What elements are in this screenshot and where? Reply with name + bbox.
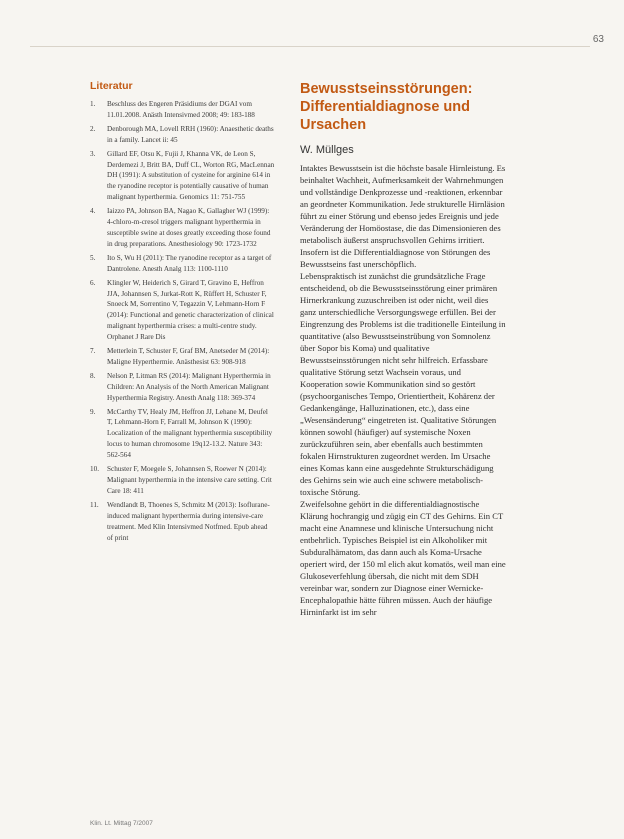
- reference-number: 11.: [90, 500, 99, 509]
- article-column: [300, 80, 506, 618]
- reference-item: [90, 500, 275, 544]
- reference-text: Beschluss des Engeren Präsidiums der DGAI vom 11.01.2008. Anästh Intensivmed 2008; 49: 183-188: [107, 100, 255, 119]
- reference-number: 8.: [90, 371, 96, 380]
- reference-text: Denborough MA, Lovell RRH (1960): Anaesthetic deaths in a family. Lancet ii: 45: [107, 124, 274, 144]
- reference-number: 1.: [90, 100, 96, 108]
- body-paragraph: Intaktes Bewusstsein ist die höchste basale Hirnleistung. Es beinhaltet Wachheit, Aufmerksamkeit der Wahrnehmungen und vollständige Denkprozesse und -reaktionen, erkennbar an geordneter Kommunikation. Jede strukturelle Hirnläsion führt zu einer Störung und ebenso jedes Ereignis und jede Veränderung der Homöostase, die das Dimensionieren des metabolisch äußerst anspruchsvollen Gehirns irritiert. Insofern ist die Differentialdiagnose von Störungen des Bewusstseins fast unerschöpflich.: [300, 163, 506, 269]
- reference-text: Metterlein T, Schuster F, Graf BM, Anetseder M (2014): Maligne Hyperthermie. Anästhesist 63: 908-918: [107, 347, 270, 366]
- reference-text: Nelson P, Litman RS (2014): Malignant Hyperthermia in Children: An Analysis of the North American Malignant Hyperthermia Registry. Anesth Analg 118: 369-374: [107, 371, 271, 402]
- reference-text: Schuster F, Moegele S, Johannsen S, Roewer N (2014): Malignant hyperthermia in the intensive care setting. Crit Care 18: 411: [107, 465, 272, 495]
- reference-number: 4.: [90, 207, 96, 216]
- reference-item: [90, 253, 275, 275]
- reference-number: 6.: [90, 278, 96, 287]
- article-title-line: Bewusstseinsstörungen:: [300, 81, 473, 97]
- article-title: [300, 80, 506, 134]
- reference-item: [90, 206, 275, 250]
- reference-text: Klingler W, Heiderich S, Girard T, Gravino E, Heffron JJA, Johannsen S, Jurkat-Rott K, Rüffert H, Schuster F, Snoeck M, Sorrentino V, Tegazzin V, Lehmann-Horn F (2014): Functional and genetic characterization of clinical malignant hyperthermia crises: a multi-centre study. Orphanet J Rare Dis: [107, 278, 274, 342]
- reference-number: 9.: [90, 407, 96, 416]
- reference-number: 3.: [90, 149, 96, 158]
- reference-number: 7.: [90, 347, 96, 356]
- reference-text: Iaizzo PA, Johnson BA, Nagao K, Gallagher WJ (1999): 4-chloro-m-cresol triggers malignant hyperthermia in susceptible swine at doses greatly exceeding those found in drug preparations. Anesthesiology 90: 1723-1732: [107, 207, 271, 248]
- header-rule: [30, 46, 590, 47]
- reference-number: 5.: [90, 253, 96, 262]
- body-paragraph: Zweifelsohne gehört in die differentialdiagnostische Klärung hochrangig und zügig ein CT des Gehirns. Ein CT macht eine Anamnese und klinische Untersuchung nicht entbehrlich. Typisches Beispiel ist ein Alkoholiker mit Subduralhämatom, das dann auch als Koma-Ursache operiert wird, der 150 ml elich akut komatös, weil man eine Glukoseverfehlung übersah, die nicht mit dem SDH vereinbar war, sondern zur Diagnose einer Wernicke-Encephalopathie hätte führen müssen. Auch der häufige Hirninfarkt ist im sehr: [300, 499, 506, 617]
- reference-item: [90, 346, 275, 368]
- reference-text: Gillard EF, Otsu K, Fujii J, Khanna VK, de Leon S, Derdemezi J, Britt BA, Duff CL, Worton RG, MacLennan DH (1991): A substitution of cysteine for arginine 614 in the ryanodine receptor is potentially causative of human malignant hyperthermia. Genomics 11: 751-755: [107, 149, 275, 202]
- article-title-line: Differentialdiagnose und: [300, 99, 470, 115]
- page-footer: Klin. Lt. Mittag 7/2007: [90, 820, 153, 827]
- reference-item: [90, 149, 275, 204]
- reference-text: McCarthy TV, Healy JM, Heffron JJ, Lehane M, Deufel T, Lehmann-Horn F, Farrall M, Johnson K (1990): Localization of the malignant hyperthermia susceptibility locus to human chromosome 19q12-13.2. Nature 343: 562-564: [107, 407, 273, 460]
- reference-item: [90, 464, 275, 497]
- literature-column: [90, 80, 275, 546]
- reference-number: 10.: [90, 465, 99, 474]
- body-paragraph: Lebenspraktisch ist zunächst die grundsätzliche Frage entscheidend, ob die Bewusstseinsstörung einer primären Hirnerkrankung zuzuschreiben ist oder nicht, weil dies ganz unterschiedliche Versorgungswege erfüllen. Bei der Eingrenzung des Problems ist die traditionelle Einteilung in quantitative (also Bewusstseinstrübung von Somnolenz über Sopor bis Koma) und qualitative Bewusstseinsstörungen nicht sehr hilfreich. Erfassbare qualitative Störung setzt Wachsein voraus, und Kooperation sowie Kommunikation sind so gestört (psychoorganisches Tempo, Orientiertheit, Kohärenz der Gedankengänge, Halluzinationen, etc.), dass eine „Wesensänderung“ eingetreten ist. Qualitative Störungen können sowohl (häufiger) auf systemische Noxen zurückzuführen sein, aber ebenfalls auch bestimmten fokalen Hirnstrukturen zugeordnet werden. Im Ursache eines Komas kann eine ausgedehnte Strukturschädigung des Gehirns sein wie auch eine schwere metabolisch-toxische Störung.: [300, 271, 506, 497]
- literature-heading: Literatur: [90, 80, 133, 92]
- reference-item: [90, 371, 275, 404]
- page-number: 63: [592, 34, 604, 45]
- article-author: W. Müllges: [300, 144, 354, 156]
- reference-list: [90, 99, 275, 543]
- reference-item: [90, 278, 275, 343]
- article-title-line: Ursachen: [300, 117, 367, 133]
- reference-text: Ito S, Wu H (2011): The ryanodine receptor as a target of Dantrolene. Anesth Analg 113: 1100-1110: [107, 253, 272, 273]
- reference-text: Wendlandt B, Thoenes S, Schmitz M (2013): Isoflurane-induced malignant hyperthermia during intensive-care treatment. Med Klin Intensivmed Notfmed. Epub ahead of print: [107, 500, 270, 542]
- reference-number: 2.: [90, 124, 96, 133]
- reference-item: [90, 99, 275, 121]
- reference-item: [90, 124, 275, 146]
- reference-item: [90, 407, 275, 462]
